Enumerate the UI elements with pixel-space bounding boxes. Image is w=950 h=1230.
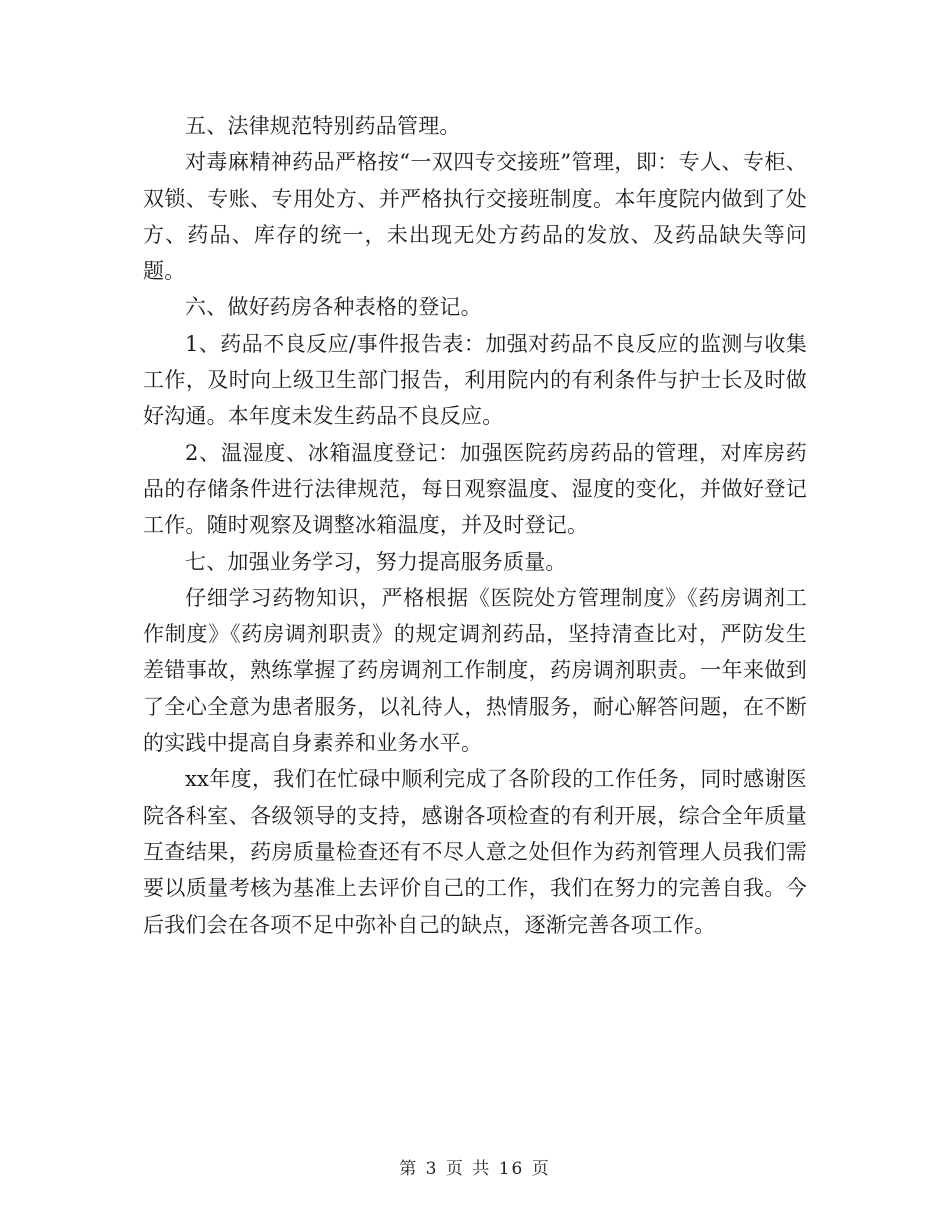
document-body — [143, 108, 807, 943]
section-heading-6: 六、做好药房各种表格的登记。 — [185, 295, 482, 320]
paragraph-professional-study: 仔细学习药物知识，严格根据《医院处方管理制度》《药房调剂工作制度》《药房调剂职责》的规定调剂药品，坚持清查比对，严防发生差错事故，熟练掌握了药房调剂工作制度，药房调剂职责。一年来做到了全心全意为患者服务，以礼待人，热情服务，耐心解答问题，在不断的实践中提高自身素养和业务水平。 — [143, 585, 807, 756]
paragraph-temperature-humidity-log: 2、温湿度、冰箱温度登记：加强医院药房药品的管理，对库房药品的存储条件进行法律规范，每日观察温度、湿度的变化，并做好登记工作。随时观察及调整冰箱温度，并及时登记。 — [143, 440, 807, 538]
paragraph-annual-summary: xx年度，我们在忙碌中顺利完成了各阶段的工作任务，同时感谢医院各科室、各级领导的支持，感谢各项检查的有利开展，综合全年质量互查结果，药房质量检查还有不尽人意之处但作为药剂管理人员我们需要以质量考核为基准上去评价自己的工作，我们在努力的完善自我。今后我们会在各项不足中弥补自己的缺点，逐渐完善各项工作。 — [143, 767, 807, 937]
paragraph-adverse-reaction-report: 1、药品不良反应/事件报告表：加强对药品不良反应的监测与收集工作，及时向上级卫生部门报告，利用院内的有利条件与护士长及时做好沟通。本年度未发生药品不良反应。 — [143, 331, 807, 429]
paragraph-narcotics-management: 对毒麻精神药品严格按“一双四专交接班”管理，即：专人、专柜、双锁、专账、专用处方、并严格执行交接班制度。本年度院内做到了处方、药品、库存的统一，未出现无处方药品的发放、及药品缺失等问题。 — [143, 150, 807, 284]
section-heading-5: 五、法律规范特别药品管理。 — [185, 114, 461, 138]
section-heading-7: 七、加强业务学习，努力提高服务质量。 — [185, 549, 567, 574]
page-number-footer: 第 3 页 共 16 页 — [399, 1159, 551, 1179]
